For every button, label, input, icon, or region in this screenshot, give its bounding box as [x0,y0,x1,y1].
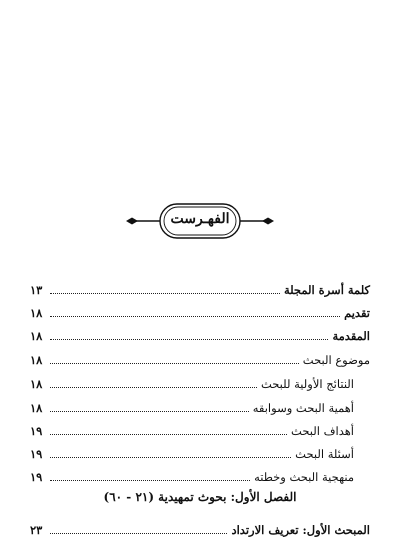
toc-entry[interactable] [30,324,370,344]
toc-entry-page: ١٨ [30,353,43,367]
toc-entry-title: أهداف البحث [291,424,354,438]
toc-leader [50,362,299,364]
toc-entry-page: ١٨ [30,306,43,320]
toc-entry-title: أهمية البحث وسوابقه [252,401,354,415]
toc-entry-title: منهجية البحث وخطته [254,470,354,484]
toc-entry[interactable] [30,278,370,298]
toc-entry[interactable] [30,372,370,392]
toc-leader [50,386,257,388]
toc-entry-title: المقدمة [332,329,370,343]
toc-entry[interactable] [30,348,370,368]
toc-entry[interactable] [30,465,370,485]
toc-leader [50,456,291,458]
toc-leader [50,532,227,534]
toc-leader [50,410,249,412]
toc-leader [50,292,280,294]
toc-leader [50,338,328,340]
toc-entry-title: المبحث الأول: تعريف الارتداد [231,523,370,537]
toc-entry-page: ١٨ [30,377,43,391]
toc-entry[interactable] [30,301,370,321]
toc-entry-title: النتائج الأولية للبحث [260,377,354,391]
toc-leader [50,433,287,435]
toc-entry[interactable] [30,396,370,416]
toc-entry-page: ١٨ [30,329,43,343]
toc-leader [50,479,250,481]
toc-entry-page: ١٩ [30,424,43,438]
page-title: الفهـرست [170,211,230,227]
toc-entry-title: موضوع البحث [302,353,370,367]
toc-entry[interactable] [30,419,370,439]
toc-entry[interactable] [30,442,370,462]
chapter-heading: الفصل الأول: بحوث تمهيدية (٢١ - ٦٠) [103,490,297,504]
toc-entry-title: تقديم [344,306,370,320]
toc-entry-page: ١٩ [30,447,43,461]
toc-leader [50,315,340,317]
toc-entry-title: أسئلة البحث [295,447,354,461]
toc-entry-page: ١٣ [30,283,43,297]
toc-entry-page: ١٨ [30,401,43,415]
toc-entry-title: كلمة أسرة المجلة [283,283,370,297]
toc-entry-page: ٢٣ [30,523,43,537]
toc-entry-page: ١٩ [30,470,43,484]
toc-entry[interactable] [30,518,370,538]
